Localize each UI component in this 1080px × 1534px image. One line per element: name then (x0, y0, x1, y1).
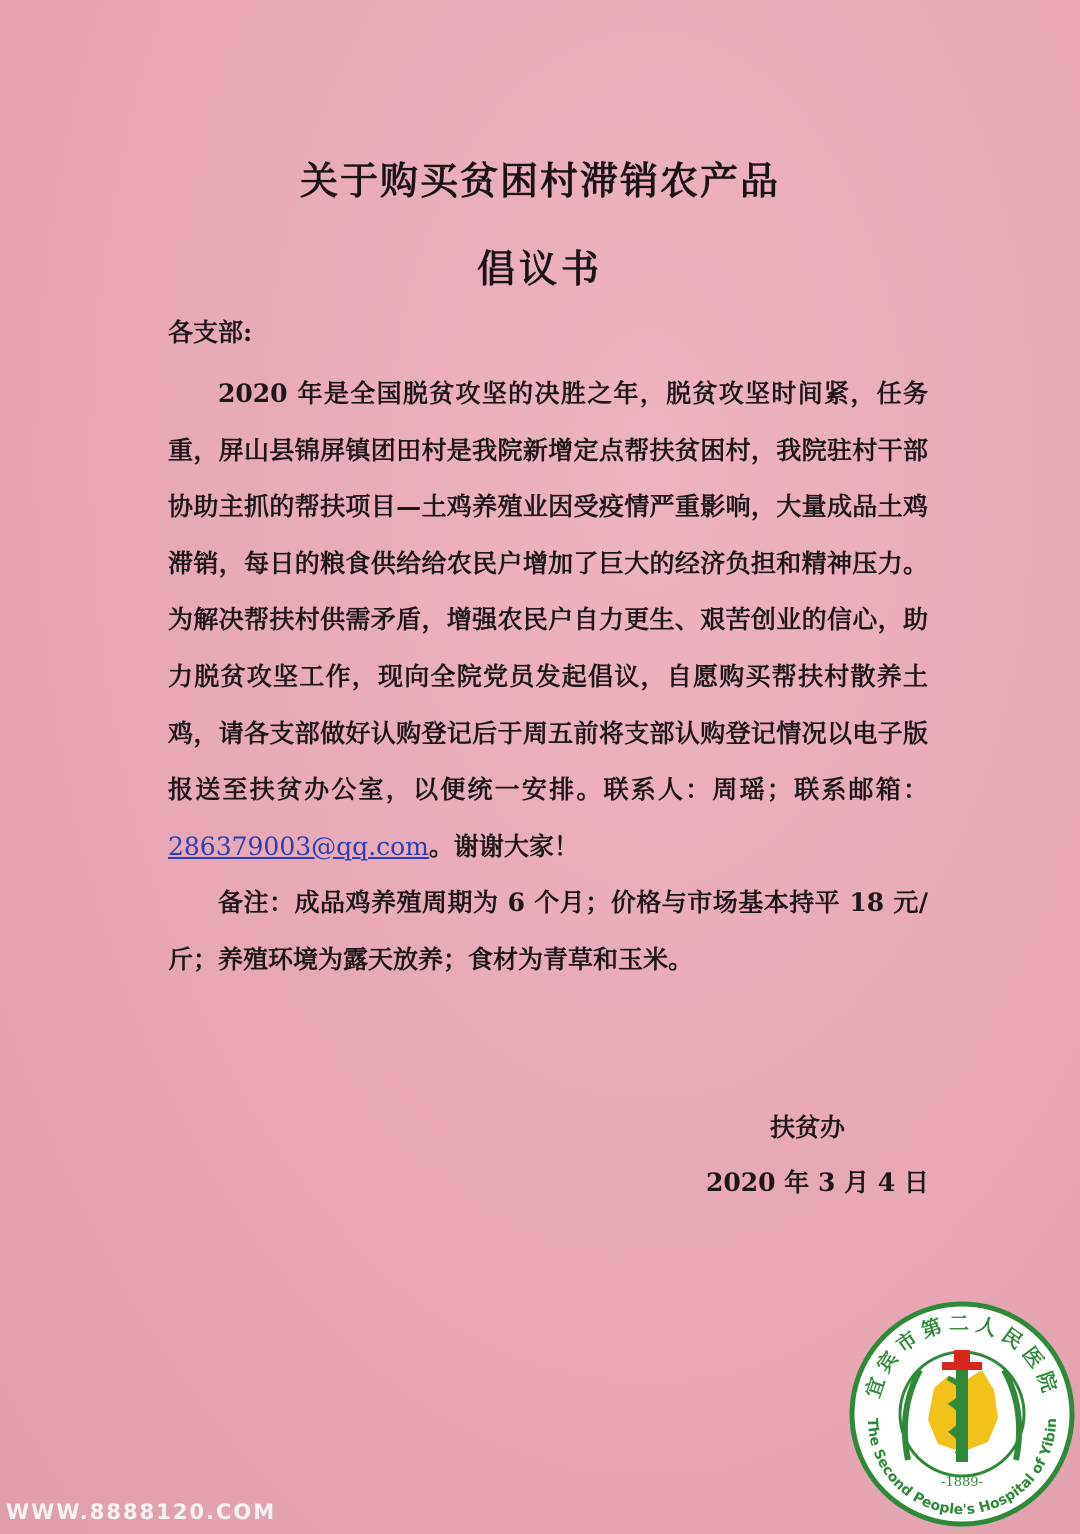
signature-department: 扶贫办 (770, 1113, 846, 1142)
hospital-logo-icon (848, 1300, 1076, 1528)
logo-name-cn: 宜宾市第二人民医院 (860, 1311, 1064, 1401)
contact-email-link[interactable]: 286379003@qq.com (168, 831, 429, 861)
paragraph-main-text: 2020 年是全国脱贫攻坚的决胜之年，脱贫攻坚时间紧，任务重，屏山县锦屏镇团田村是我院新增定点帮扶贫困村，我院驻村干部协助主抓的帮扶项目—土鸡养殖业因受疫情严重影响，大量成品土鸡滞销，每日的粮食供给给农民户增加了巨大的经济负担和精神压力。为解决帮扶村供需矛盾，增强农民户自力更生、艰苦创业的信心，助力脱贫攻坚工作，现向全院党员发起倡议，自愿购买帮扶村散养土鸡，请各支部做好认购登记后于周五前将支部认购登记情况以电子版报送至扶贫办公室，以便统一安排。联系人：周瑶；联系邮箱： (168, 379, 928, 805)
document-title: 关于购买贫困村滞销农产品 (299, 159, 780, 203)
logo-name-en: The Second People's Hospital of Yibin (863, 1417, 1061, 1519)
document-subtitle: 倡议书 (476, 247, 603, 291)
paragraph-main (168, 366, 928, 875)
paragraph-main-closing: 。谢谢大家！ (428, 831, 579, 861)
logo-year: -1889- (941, 1475, 983, 1490)
site-watermark: WWW.8888120.COM (6, 1500, 277, 1524)
salutation: 各支部: (168, 318, 253, 347)
signature-date: 2020 年 3 月 4 日 (706, 1168, 929, 1197)
document-body (168, 366, 928, 989)
paragraph-remark: 备注：成品鸡养殖周期为 6 个月；价格与市场基本持平 18 元/斤；养殖环境为露天放养；食材为青草和玉米。 (168, 888, 928, 974)
